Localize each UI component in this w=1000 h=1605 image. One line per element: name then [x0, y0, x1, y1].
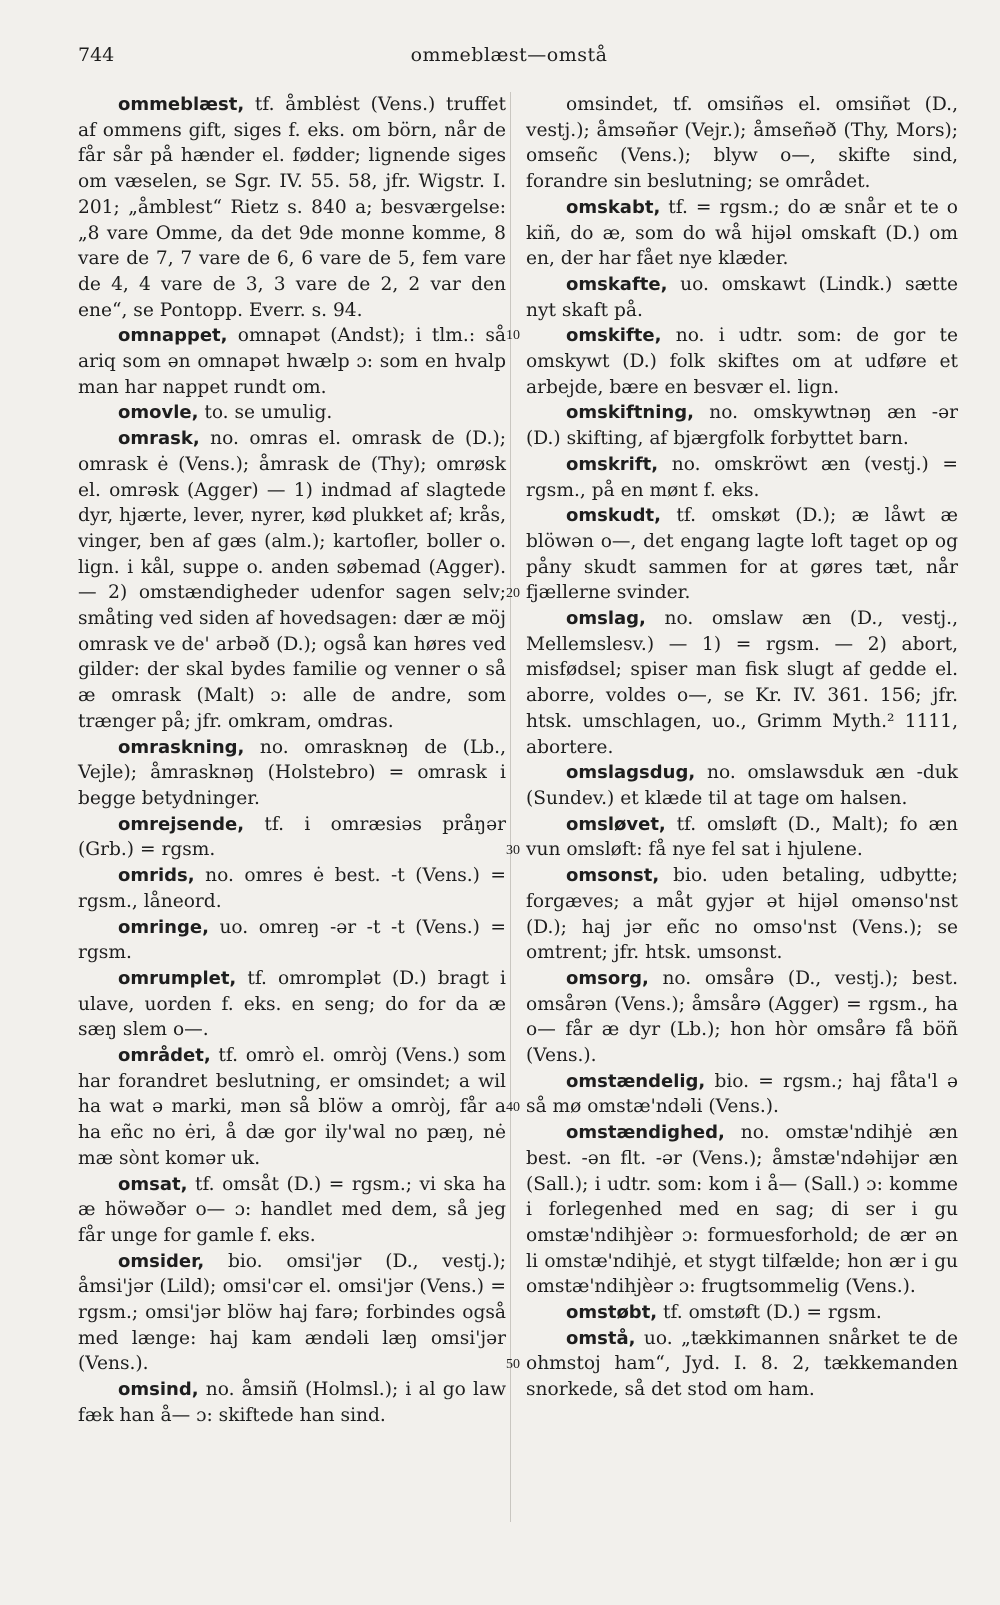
headword: omsløvet, — [566, 813, 666, 835]
entry-text: uo. omskawt (Lindk.) sætte nyt skaft på. — [526, 273, 958, 321]
line-number: 10 — [506, 328, 520, 343]
entry-text: bio. uden betaling, udbytte; forgæves; a måt gyjər ət hijəl omənso'nst (D.); haj jər eñc no omso'nst (Vens.); se omtrent; jfr. htsk. umsonst. — [526, 865, 958, 964]
entry-text: tf. omskøt (D.); æ låwt æ blöwən o—, det engang lagte loft taget op og påny skudt sammen for at gøres tæt, når fjællerne svinder. — [526, 505, 958, 604]
dictionary-entry — [526, 760, 958, 811]
running-head: ommeblæst—omstå — [410, 44, 608, 66]
entry-text: no. åmsiñ (Holmsl.); i al go law fæk han å— ɔ: skiftede han sind. — [78, 1379, 506, 1426]
headword: ommeblæst, — [118, 94, 245, 115]
entry-text: to. se umulig. — [198, 402, 333, 424]
headword: omstå, — [566, 1327, 636, 1349]
headword: omskiftning, — [566, 402, 694, 424]
headword: omsind, — [118, 1379, 199, 1401]
dictionary-entry — [526, 452, 958, 503]
headword: omringe, — [118, 916, 209, 938]
headword: omrumplet, — [118, 967, 237, 989]
dictionary-entry — [526, 812, 958, 863]
line-number: 20 — [506, 586, 520, 601]
entry-text: tf. omrò el. omròj (Vens.) som har forandret beslutning, er omsindet; a wil ha wat ə marki, mən så blöw a omròj, får a ha eñc no ėri, å dæ gor ily'wal no pæŋ, nė mæ sònt komər uk. — [78, 1045, 506, 1169]
entry-text: no. omsårə (D., vestj.); best. omsårən (Vens.); åmsårə (Agger) = rgsm., ha o— får æ dyr (Lb.); hon hòr omsårə få böñ (Vens.). — [526, 967, 958, 1067]
dictionary-entry — [78, 966, 506, 1043]
line-number: 40 — [506, 1100, 520, 1115]
dictionary-entry — [78, 400, 506, 426]
dictionary-entry — [78, 426, 506, 734]
dictionary-entry — [78, 92, 506, 323]
entry-text: no. omrasknəŋ de (Lb., Vejle); åmrasknəŋ (Holstebro) = omrask i begge betydninger. — [78, 736, 506, 809]
entry-text: bio. = rgsm.; haj fåta'l ə så mø omstæ'ndəli (Vens.). — [526, 1070, 958, 1118]
entry-text: bio. omsi'jər (D., vestj.); åmsi'jər (Lild); omsi'cər el. omsi'jər (Vens.) = rgsm.; omsi'jər blöw haj farə; forbindes også med længe: haj kam ændəli læŋ omsi'jər (Vens.). — [78, 1250, 506, 1375]
dictionary-entry — [78, 863, 506, 914]
entry-text: no. omres ė best. -t (Vens.) = rgsm., låneord. — [78, 865, 506, 912]
entry-text: tf. åmblėst (Vens.) truffet af ommens gift, siges f. eks. om börn, når de får sår på hænder el. fødder; lignende siges om væselen, se Sgr. IV. 55. 58, jfr. Wigstr. I. 201; „åmblest“ Rietz s. 840 a; besværgelse: „8 vare Omme, da det 9de monne komme, 8 vare de 7, 7 vare de 6, 6 vare de 5, fem vare de 4, 4 vare de 3, 3 vare de 2, 2 var den ene“, se Pontopp. Everr. s. 94. — [78, 94, 506, 321]
headword: omovle, — [118, 402, 199, 424]
dictionary-entry — [526, 272, 958, 323]
dictionary-entry — [526, 1069, 958, 1120]
dictionary-entry — [526, 1326, 958, 1403]
dictionary-entry — [526, 323, 958, 400]
entry-text: omnapət (Andst); i tlm.: så ariq som ən omnapət hwælp ɔ: som en hvalp man har nappet rundt om. — [78, 325, 506, 398]
headword: omsat, — [118, 1173, 188, 1195]
entry-text: no. omras el. omrask de (D.); omrask ė (Vens.); åmrask de (Thy); omrøsk el. omrəsk (Agger) — 1) indmad af slagtede dyr, hjærte, lever, nyrer, kød plukket af; krås, vinger, ben af gæs (alm.); kartofler, boller o. lign. i kål, suppe o. anden søbemad (Agger). — 2) omstændigheder udenfor sagen selv; småting ved siden af hovedsagen: dær æ möj omrask ve de' arbəð (D.); også kan høres ved gilder: der skal bydes familie og venner o så æ omrask (Malt) ɔ: alle de andre, som trænger på; jfr. omkram, omdras. — [78, 428, 506, 732]
dictionary-entry — [526, 195, 958, 272]
line-number: 30 — [506, 843, 520, 858]
headword: omstændighed, — [566, 1122, 725, 1144]
headword: omslag, — [566, 608, 646, 630]
headword: omsorg, — [566, 967, 649, 989]
dictionary-entry — [78, 812, 506, 863]
left-column — [78, 92, 506, 1429]
dictionary-entry — [78, 1377, 506, 1428]
headword: omsider, — [118, 1250, 205, 1272]
dictionary-entry — [526, 92, 958, 195]
dictionary-entry — [526, 503, 958, 606]
dictionary-entry — [78, 1172, 506, 1249]
entry-text: uo. „tækkimannen snårket te de ohmstoj ham“, Jyd. I. 8. 2, tækkemanden snorkede, så det stod om ham. — [526, 1327, 958, 1401]
headword: omskabt, — [566, 196, 661, 218]
dictionary-entry — [78, 1043, 506, 1172]
dictionary-entry — [526, 863, 958, 966]
headword: omrask, — [118, 428, 200, 450]
headword: omskifte, — [566, 325, 662, 347]
headword: omsonst, — [566, 865, 660, 887]
entry-text: no. i udtr. som: de gor te omskywt (D.) folk skiftes om at udføre et arbejde, bære en besvær el. lign. — [526, 325, 958, 398]
page-number: 744 — [78, 44, 115, 66]
headword: omrejsende, — [118, 813, 245, 835]
entry-text: omsindet, tf. omsiñəs el. omsiñət (D., vestj.); åmsəñər (Vejr.); åmseñəð (Thy, Mors); omseñc (Vens.); blyw o—, skifte sind, forandre sin beslutning; se området. — [526, 94, 958, 193]
dictionary-entry — [78, 735, 506, 812]
dictionary-entry — [526, 1300, 958, 1326]
entry-text: tf. omstøft (D.) = rgsm. — [657, 1302, 882, 1324]
page-header — [78, 44, 940, 74]
entry-text: no. omslaw æn (D., vestj., Mellemslesv.) — 1) = rgsm. — 2) abort, misfødsel; spiser man fisk slugt af gedde el. aborre, voldes o—, se Kr. IV. 361. 156; jfr. htsk. umschlagen, uo., Grimm Myth.² 1111, abortere. — [526, 608, 958, 758]
entry-text: tf. = rgsm.; do æ snår et te o kiñ, do æ, som do wå hijəl omskaft (D.) om en, der har fået nye klæder. — [526, 196, 958, 270]
headword: omskudt, — [566, 505, 661, 527]
headword: omraskning, — [118, 736, 245, 758]
headword: omslagsdug, — [566, 762, 696, 784]
headword: omstændelig, — [566, 1070, 706, 1092]
entry-text: tf. omromplət (D.) bragt i ulave, uorden f. eks. en seng; do for da æ sæŋ slem o—. — [78, 967, 506, 1041]
dictionary-entry — [78, 915, 506, 966]
entry-text: no. omstæ'ndihjė æn best. -ən flt. -ər (Vens.); åmstæ'ndəhijər æn (Sall.); i udtr. som: kom i å— (Sall.) ɔ: komme i forlegenhed med en sag; di ser i gu omstæ'ndihjèər ɔ: formuesforhold; de ær ən li omstæ'ndihjė, et stygt tilfælde; hon ær i gu omstæ'ndihjèər ɔ: frugtsommelig (Vens.). — [526, 1122, 958, 1298]
headword: omskafte, — [566, 273, 668, 295]
column-divider — [510, 92, 511, 1522]
headword: omrids, — [118, 865, 195, 887]
entry-text: no. omskywtnəŋ æn -ər (D.) skifting, af bjærgfolk forbyttet barn. — [526, 402, 958, 450]
dictionary-entry — [78, 323, 506, 400]
entry-text: uo. omreŋ -ər -t -t (Vens.) = rgsm. — [78, 916, 506, 964]
headword: omnappet, — [118, 325, 228, 347]
headword: omskrift, — [566, 453, 659, 475]
entry-text: no. omslawsduk æn -duk (Sundev.) et klæde til at tage om halsen. — [526, 762, 958, 809]
dictionary-entry — [78, 1249, 506, 1378]
entry-text: tf. omsåt (D.) = rgsm.; vi ska ha æ höwəðər o— ɔ: handlet med dem, så jeg får unge for gamle f. eks. — [78, 1173, 506, 1246]
headword: omstøbt, — [566, 1302, 658, 1324]
entry-text: no. omskröwt æn (vestj.) = rgsm., på en mønt f. eks. — [526, 453, 958, 501]
headword: området, — [118, 1045, 211, 1067]
entry-text: tf. omsløft (D., Malt); fo æn vun omsløft: få nye fel sat i hjulene. — [526, 813, 958, 861]
dictionary-entry — [526, 400, 958, 451]
entry-text: tf. i omræsiəs pråŋər (Grb.) = rgsm. — [78, 813, 506, 861]
dictionary-entry — [526, 1120, 958, 1300]
right-column — [526, 92, 958, 1403]
dictionary-entry — [526, 606, 958, 760]
dictionary-entry — [526, 966, 958, 1069]
line-number: 50 — [506, 1357, 520, 1372]
